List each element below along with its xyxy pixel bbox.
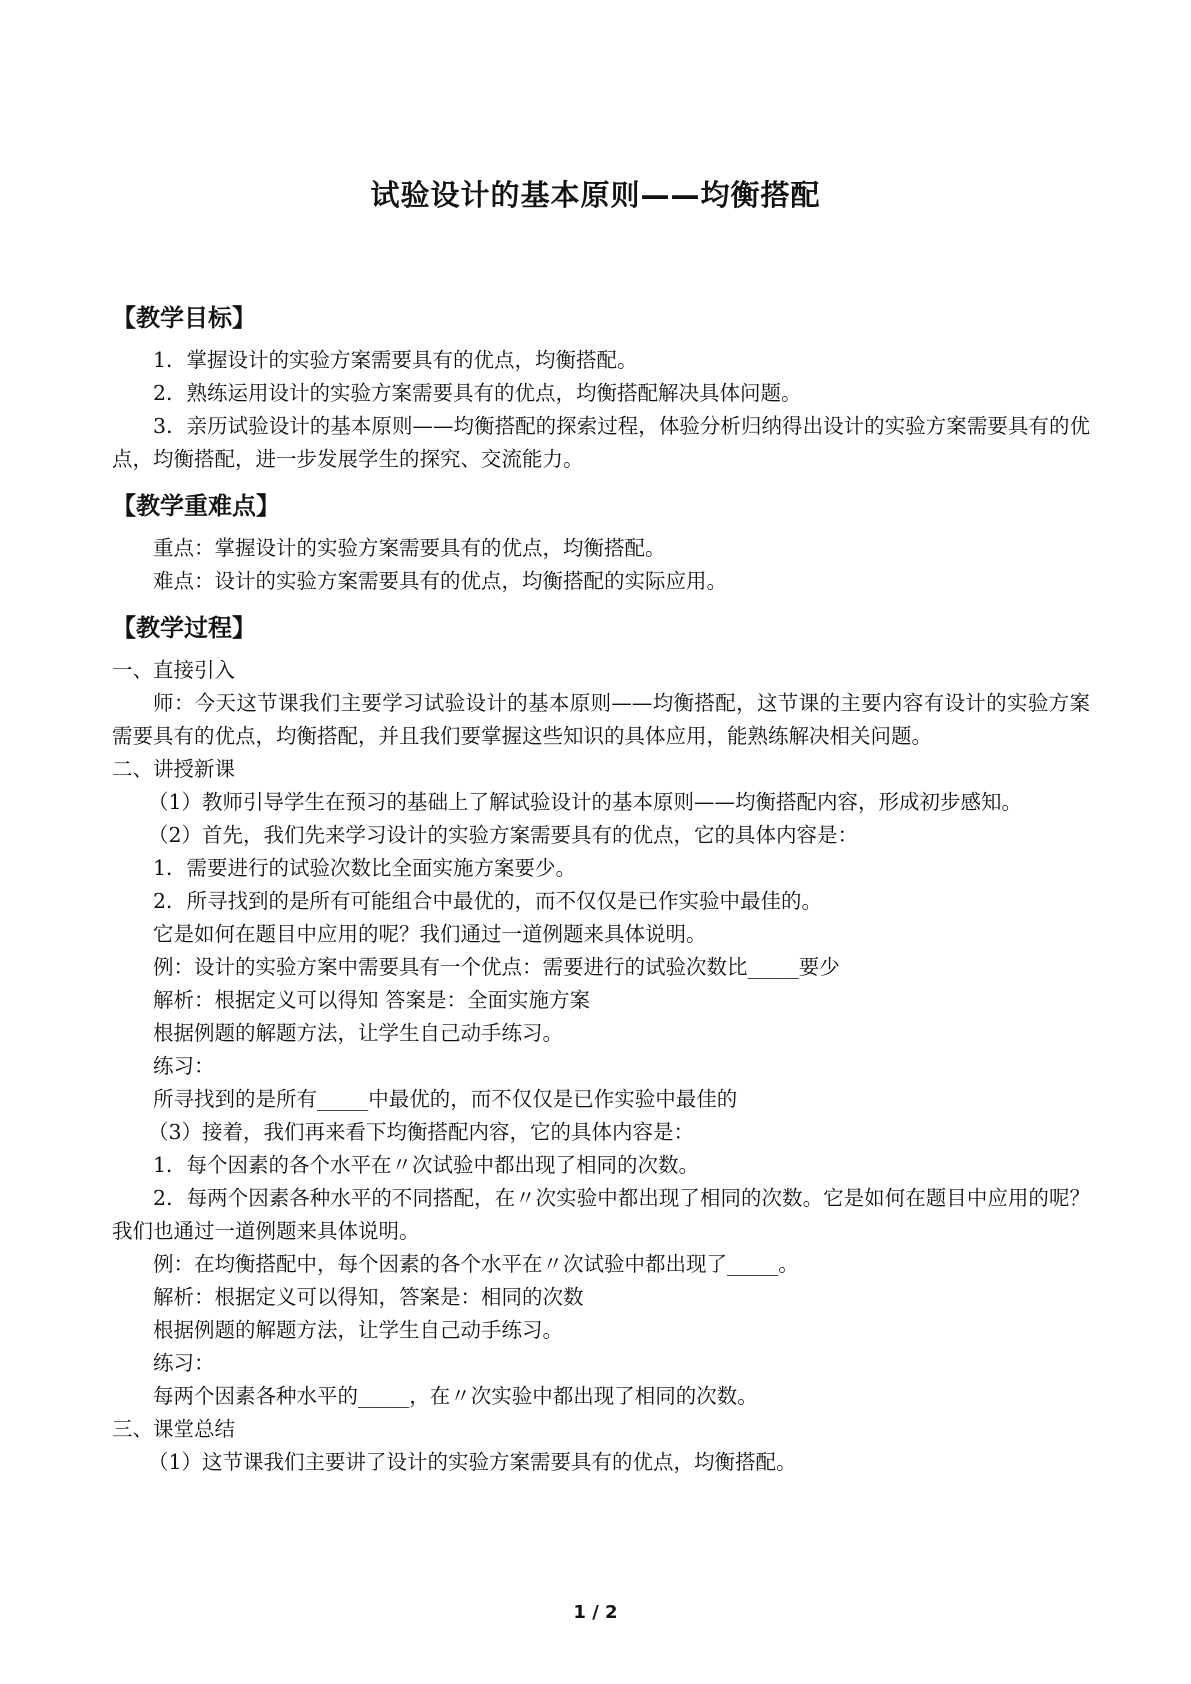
document-title: 试验设计的基本原则——均衡搭配 [370, 178, 821, 212]
process-paragraph: 解析：根据定义可以得知 答案是：全面实施方案 [153, 988, 591, 1012]
keypoint-item: 重点：掌握设计的实验方案需要具有的优点，均衡搭配。 [153, 536, 666, 560]
goal-item: 1．掌握设计的实验方案需要具有的优点，均衡搭配。 [153, 348, 638, 372]
process-paragraph: 1．需要进行的试验次数比全面实施方案要少。 [153, 856, 577, 880]
process-subheading: 二、讲授新课 [112, 757, 235, 781]
process-paragraph: （2）首先，我们先来学习设计的实验方案需要具有的优点，它的具体内容是： [148, 823, 859, 847]
section-heading-goals: 【教学目标】 [112, 304, 256, 332]
process-paragraph: （3）接着，我们再来看下均衡搭配内容，它的具体内容是： [148, 1120, 695, 1144]
process-content [112, 654, 1090, 1479]
process-paragraph: （1）教师引导学生在预习的基础上了解试验设计的基本原则——均衡搭配内容，形成初步感知。 [148, 790, 1023, 814]
process-paragraph: 师：今天这节课我们主要学习试验设计的基本原则——均衡搭配，这节课的主要内容有设计的实验方案需要具有的优点，均衡搭配，并且我们要掌握这些知识的具体应用，能熟练解决相关问题。 [112, 691, 1090, 748]
keypoint-item: 难点：设计的实验方案需要具有的优点，均衡搭配的实际应用。 [153, 569, 727, 593]
process-paragraph: 每两个因素各种水平的_____，在〃次实验中都出现了相同的次数。 [153, 1384, 758, 1408]
process-paragraph: 2．所寻找到的是所有可能组合中最优的，而不仅仅是已作实验中最佳的。 [153, 889, 823, 913]
process-paragraph: 1．每个因素的各个水平在〃次试验中都出现了相同的次数。 [153, 1153, 700, 1177]
process-subheading: 一、直接引入 [112, 658, 235, 682]
process-paragraph: 根据例题的解题方法，让学生自己动手练习。 [153, 1021, 563, 1045]
document-body [112, 298, 1090, 1479]
keypoints-list [112, 532, 1090, 598]
goal-item: 2．熟练运用设计的实验方案需要具有的优点，均衡搭配解决具体问题。 [153, 381, 802, 405]
process-paragraph: 它是如何在题目中应用的呢？我们通过一道例题来具体说明。 [153, 922, 707, 946]
process-paragraph: 练习： [153, 1054, 215, 1078]
goal-item: 3．亲历试验设计的基本原则——均衡搭配的探索过程，体验分析归纳得出设计的实验方案需要具有的优点，均衡搭配，进一步发展学生的探究、交流能力。 [112, 414, 1090, 471]
goals-list [112, 344, 1090, 476]
process-paragraph: 解析：根据定义可以得知，答案是：相同的次数 [153, 1285, 584, 1309]
process-paragraph: 例：在均衡搭配中，每个因素的各个水平在〃次试验中都出现了_____。 [153, 1252, 799, 1276]
process-paragraph: 例：设计的实验方案中需要具有一个优点：需要进行的试验次数比_____要少 [153, 955, 840, 979]
section-heading-process: 【教学过程】 [112, 614, 256, 642]
process-paragraph: 根据例题的解题方法，让学生自己动手练习。 [153, 1318, 563, 1342]
process-paragraph: 练习： [153, 1351, 215, 1375]
section-heading-keypoints: 【教学重难点】 [112, 492, 280, 520]
process-paragraph: （1）这节课我们主要讲了设计的实验方案需要具有的优点，均衡搭配。 [148, 1450, 797, 1474]
process-paragraph: 2．每两个因素各种水平的不同搭配，在〃次实验中都出现了相同的次数。它是如何在题目中应用的呢？我们也通过一道例题来具体说明。 [112, 1186, 1090, 1243]
process-subheading: 三、课堂总结 [112, 1417, 235, 1441]
page-number: 1 / 2 [573, 1602, 618, 1623]
process-paragraph: 所寻找到的是所有_____中最优的，而不仅仅是已作实验中最佳的 [153, 1087, 738, 1111]
